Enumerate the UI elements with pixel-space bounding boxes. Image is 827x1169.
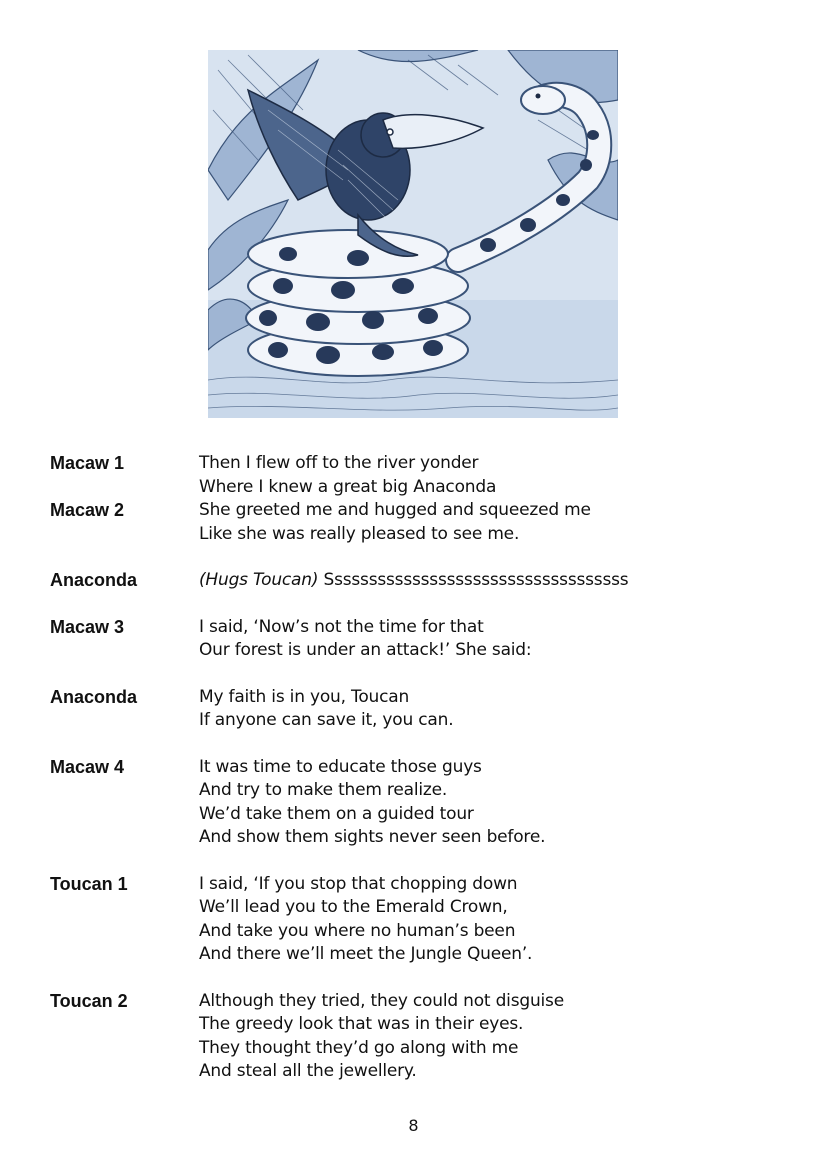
script-line: She greeted me and hugged and squeezed me — [199, 500, 591, 520]
script-block — [0, 569, 827, 593]
script-line: Like she was really pleased to see me. — [199, 523, 520, 544]
speaker-name: Macaw 4 — [50, 756, 125, 777]
page-number: 8 — [408, 1116, 419, 1135]
speaker-name: Anaconda — [50, 570, 138, 590]
script-line: If anyone can save it, you can. — [199, 710, 454, 730]
speaker-name: Toucan 2 — [50, 990, 128, 1011]
script-block — [0, 756, 827, 850]
script-block — [0, 499, 827, 546]
speaker-name: Macaw 3 — [50, 616, 125, 637]
script-line: I said, ‘Now’s not the time for that — [199, 616, 484, 637]
script-block — [0, 452, 827, 499]
script-block — [0, 686, 827, 733]
script-line: The greedy look that was in their eyes. — [199, 1014, 524, 1034]
script-block — [0, 616, 827, 663]
script-line: I said, ‘If you stop that chopping down — [199, 873, 518, 894]
script-line: Then I flew off to the river yonder — [199, 453, 479, 473]
speaker-name: Macaw 1 — [50, 453, 125, 473]
script-line: We’d take them on a guided tour — [199, 803, 474, 824]
script-line: And there we’ll meet the Jungle Queen’. — [199, 944, 533, 964]
script-line: My faith is in you, Toucan — [199, 686, 410, 707]
script-line: And show them sights never seen before. — [199, 827, 546, 847]
script-line: They thought they’d go along with me — [199, 1037, 519, 1058]
script-line: And try to make them realize. — [199, 780, 448, 800]
script-line: Where I knew a great big Anaconda — [199, 476, 497, 497]
script-line: It was time to educate those guys — [199, 756, 482, 777]
speaker-name: Macaw 2 — [50, 500, 125, 520]
script-line: And take you where no human’s been — [199, 920, 516, 941]
stage-direction: (Hugs Toucan) — [199, 570, 319, 590]
script-block — [0, 873, 827, 967]
speaker-name: Toucan 1 — [50, 873, 128, 894]
toucan-anaconda-illustration — [208, 50, 618, 418]
script-block — [0, 990, 827, 1084]
script-line: Although they tried, they could not disguise — [199, 990, 564, 1011]
hiss-text: Sssssssssssssssssssssssssssssssssss — [318, 570, 629, 590]
script-line: Our forest is under an attack!’ She said: — [199, 640, 532, 660]
script-line — [199, 569, 628, 593]
script-line: We’ll lead you to the Emerald Crown, — [199, 897, 508, 917]
speaker-name: Anaconda — [50, 686, 138, 707]
script-line: And steal all the jewellery. — [199, 1061, 417, 1081]
play-script — [0, 452, 827, 1107]
